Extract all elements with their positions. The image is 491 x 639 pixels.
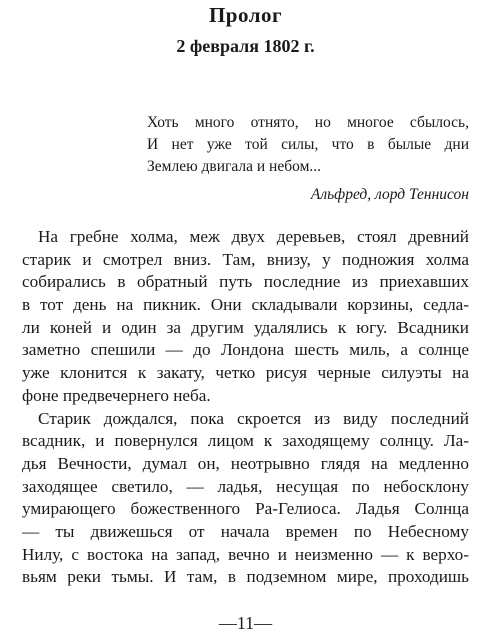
body-line: старик и смотрел вниз. Там, внизу, у подножия холма — [22, 249, 469, 269]
body-line: заходящее светило, — ладья, несущая по небосклону — [22, 476, 469, 496]
epigraph — [147, 112, 469, 206]
body-line: Нилу, с востока на запад, вечно и неизменно — к верхо- — [22, 544, 469, 564]
chapter-title: Пролог — [208, 3, 283, 27]
body-line: На гребне холма, меж двух деревьев, стоял древний — [38, 227, 469, 246]
epigraph-line: Хоть много отнято, но многое сбылось, — [147, 114, 469, 131]
epigraph-line: Землею двигала и небом... — [147, 158, 322, 175]
body-text — [22, 226, 469, 589]
body-line: в тот день на пикник. Они складывали корзины, седла- — [22, 295, 469, 315]
body-line: собирались в обратный путь последние из приехавших — [22, 272, 469, 292]
body-line: уже клонится к закату, четко рисуя черные силуэты на — [22, 363, 469, 383]
body-line: умирающего божественного Ра-Гелиоса. Ладья Солнца — [22, 499, 469, 519]
body-line: заметно спешили — до Лондона шесть миль, а солнце — [22, 340, 469, 360]
body-line: Старик дождался, пока скроется из виду последний — [38, 408, 469, 428]
body-line: ли коней и один за другим удалялись к югу. Всадники — [22, 317, 469, 337]
epigraph-attribution: Альфред, лорд Теннисон — [310, 186, 469, 203]
body-line: — ты движешься от начала времен по Небесному — [22, 521, 469, 541]
body-line: фоне предвечернего неба. — [22, 385, 211, 405]
epigraph-line: И нет уже той силы, что в былые дни — [147, 136, 469, 153]
page-number: —11— — [218, 613, 273, 633]
body-line: дья Вечности, думал он, неотрывно глядя на медленно — [22, 453, 469, 473]
body-line: всадник, и повернулся лицом к заходящему солнцу. Ла- — [22, 431, 469, 451]
body-line: вьям реки тьмы. И там, в подземном мире, проходишь — [22, 567, 469, 587]
chapter-date: 2 февраля 1802 г. — [176, 36, 315, 56]
